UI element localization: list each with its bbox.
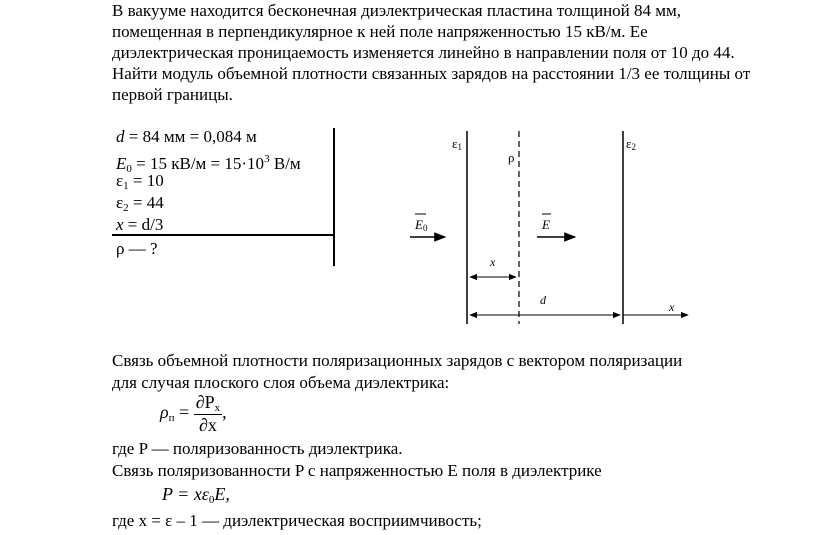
given-eps2: $\varepsilon_2 = 44$ [116,193,164,214]
find-rho: ρ — ? [116,239,158,258]
given-divider-horizontal [112,234,335,236]
given-d: d = 84 мм = 0,084 м [116,127,257,146]
solution-line-1: Связь объемной плотности поляризационных зарядов с вектором поляризации [112,351,683,370]
d-thickness-label: d [540,293,546,307]
solution-line-2: для случая плоского слоя объема диэлектрика: [112,373,450,392]
formula-p: $P = x\varepsilon_0E$, [162,484,230,506]
given-x: x = d/3 [116,215,164,234]
eps1-label: ε1 [452,136,462,152]
given-eps1: $\varepsilon_1 = 10$ [116,171,164,192]
e0-label: E0 [415,217,428,233]
rho-label: ρ [508,150,515,165]
solution-line-4: Связь поляризованности P с напряженностью E поля в диэлектрике [112,461,602,480]
eps2-label: ε2 [626,136,636,152]
x-axis-label: x [669,300,675,314]
given-divider-vertical [333,128,335,266]
given-e0: $E_0 = 15$ $кВ/м = 15\cdot 10^3$ В/м [116,153,301,175]
given-block [112,126,340,266]
problem-statement: В вакууме находится бесконечная диэлектрическая пластина толщиной 84 мм, помещенная в перпендикулярное к ней поле напряженностью 15 кВ/м. Ее диэлектрическая проницаемость изменяется линейно в направлении поля от 10 до 44. Найти модуль объемной плотности связанных зарядов на расстоянии 1/3 ее толщины от первой границы. [112,1,751,104]
formula-rho: $\rho_п$ = $\frac{\partial P_x}{\partial x}$ , [160,392,227,435]
x-distance-label: x [490,255,496,269]
solution-line-5: где x = ε – 1 — диэлектрическая восприимчивость; [112,511,482,530]
solution-line-3: где P — поляризованность диэлектрика. [112,439,403,458]
plate-diagram [390,126,690,326]
e-label: E [542,217,550,232]
